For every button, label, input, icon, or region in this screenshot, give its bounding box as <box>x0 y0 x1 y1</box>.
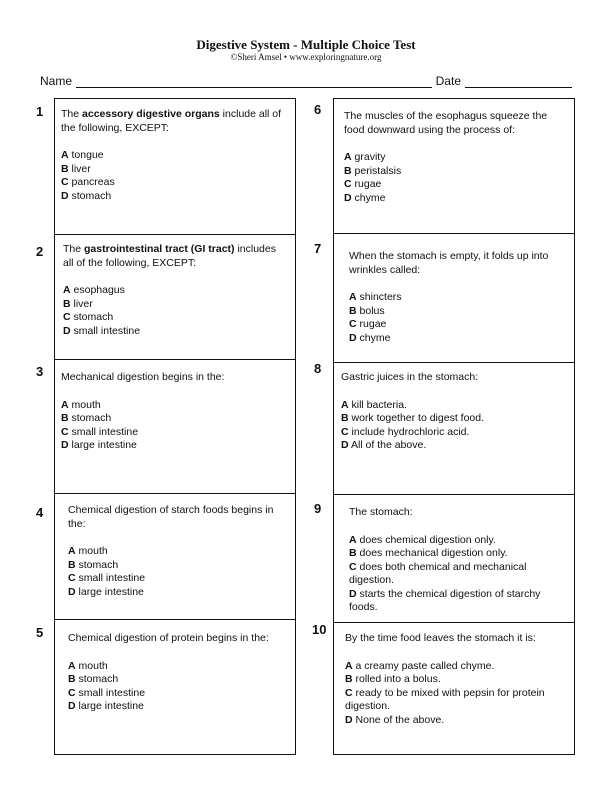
answer-option[interactable]: D None of the above. <box>345 713 445 726</box>
question-stem: Mechanical digestion begins in the: <box>61 371 225 383</box>
answer-option[interactable]: D stomach <box>61 189 112 202</box>
answer-option[interactable]: A kill bacteria. <box>341 398 407 411</box>
question-stem: By the time food leaves the stomach it is: <box>345 632 536 644</box>
answer-option[interactable]: C small intestine <box>61 425 139 438</box>
answer-option[interactable]: C include hydrochloric acid. <box>341 425 470 438</box>
test-title: Digestive System - Multiple Choice Test <box>196 37 416 52</box>
answer-option[interactable]: C small intestine <box>68 686 146 699</box>
answer-option[interactable]: B work together to digest food. <box>341 412 485 424</box>
answer-option[interactable]: A does chemical digestion only. <box>349 533 496 546</box>
answer-option[interactable]: A gravity <box>344 151 386 163</box>
name-label: Name <box>40 74 73 88</box>
answer-option[interactable]: C rugae <box>349 318 387 330</box>
question-stem: The stomach: <box>349 506 413 518</box>
question-5 <box>68 632 286 714</box>
question-9 <box>349 506 567 615</box>
answer-option[interactable]: D All of the above. <box>341 439 427 451</box>
name-field[interactable] <box>76 75 432 88</box>
question-number: 6 <box>314 102 322 117</box>
question-stem: When the stomach is empty, it folds up into wrinkles called: <box>349 250 549 276</box>
answer-option[interactable]: A mouth <box>68 545 108 557</box>
answer-option[interactable]: D chyme <box>349 331 391 344</box>
answer-option[interactable]: B bolus <box>349 304 385 317</box>
answer-option[interactable]: D small intestine <box>63 324 141 337</box>
question-number: 9 <box>314 501 322 516</box>
date-field[interactable] <box>465 75 572 88</box>
answer-option[interactable]: D large intestine <box>61 439 137 451</box>
question-stem: Gastric juices in the stomach: <box>341 371 479 383</box>
answer-option[interactable]: A tongue <box>61 149 104 161</box>
question-stem: Chemical digestion of starch foods begins in the: <box>68 504 274 530</box>
answer-option[interactable]: C rugae <box>344 178 382 190</box>
question-3 <box>61 371 289 453</box>
question-number: 5 <box>36 625 44 640</box>
answer-option[interactable]: C stomach <box>63 311 114 323</box>
question-number: 10 <box>312 622 327 637</box>
answer-option[interactable]: B peristalsis <box>344 164 402 177</box>
question-stem: The gastrointestinal tract (GI tract) includes all of the following, EXCEPT: <box>63 243 276 269</box>
question-number: 4 <box>36 505 44 520</box>
answer-option[interactable]: B rolled into a bolus. <box>345 673 441 685</box>
question-7 <box>349 250 567 345</box>
answer-option[interactable]: B liver <box>63 297 93 310</box>
question-8 <box>341 371 567 453</box>
answer-option[interactable]: B does mechanical digestion only. <box>349 547 508 559</box>
answer-option[interactable]: B stomach <box>68 558 119 571</box>
answer-option[interactable]: A a creamy paste called chyme. <box>345 659 495 672</box>
question-number: 8 <box>314 361 322 376</box>
answer-option[interactable]: B stomach <box>61 412 112 424</box>
question-number: 7 <box>314 241 322 256</box>
question-10 <box>345 632 567 727</box>
answer-option[interactable]: D starts the chemical digestion of starchy foods. <box>349 587 541 613</box>
answer-option[interactable]: C ready to be mixed with pepsin for protein digestion. <box>345 686 545 712</box>
answer-option[interactable]: B stomach <box>68 673 119 685</box>
question-1 <box>61 108 289 203</box>
question-stem: The accessory digestive organs include all of the following, EXCEPT: <box>61 108 282 134</box>
answer-option[interactable]: A shincters <box>349 291 402 303</box>
answer-option[interactable]: A mouth <box>61 398 101 411</box>
question-stem: Chemical digestion of protein begins in the: <box>68 632 269 644</box>
answer-option[interactable]: C does both chemical and mechanical digestion. <box>349 560 527 586</box>
question-4 <box>68 504 286 599</box>
question-number: 1 <box>36 104 44 119</box>
question-stem: The muscles of the esophagus squeeze the food downward using the process of: <box>344 110 548 136</box>
name-date-line <box>40 74 572 88</box>
answer-option[interactable]: D large intestine <box>68 585 144 598</box>
credit-line: ©Sheri Amsel • www.exploringnature.org <box>230 52 382 62</box>
answer-option[interactable]: B liver <box>61 162 91 175</box>
question-number: 3 <box>36 364 44 379</box>
answer-option[interactable]: C small intestine <box>68 572 146 584</box>
answer-option[interactable]: C pancreas <box>61 176 115 188</box>
question-2 <box>63 243 289 338</box>
question-number: 2 <box>36 244 44 259</box>
answer-option[interactable]: A esophagus <box>63 284 125 296</box>
answer-option[interactable]: A mouth <box>68 659 108 672</box>
answer-option[interactable]: D chyme <box>344 191 386 204</box>
date-label: Date <box>435 74 461 88</box>
answer-option[interactable]: D large intestine <box>68 700 144 712</box>
question-6 <box>344 110 566 205</box>
